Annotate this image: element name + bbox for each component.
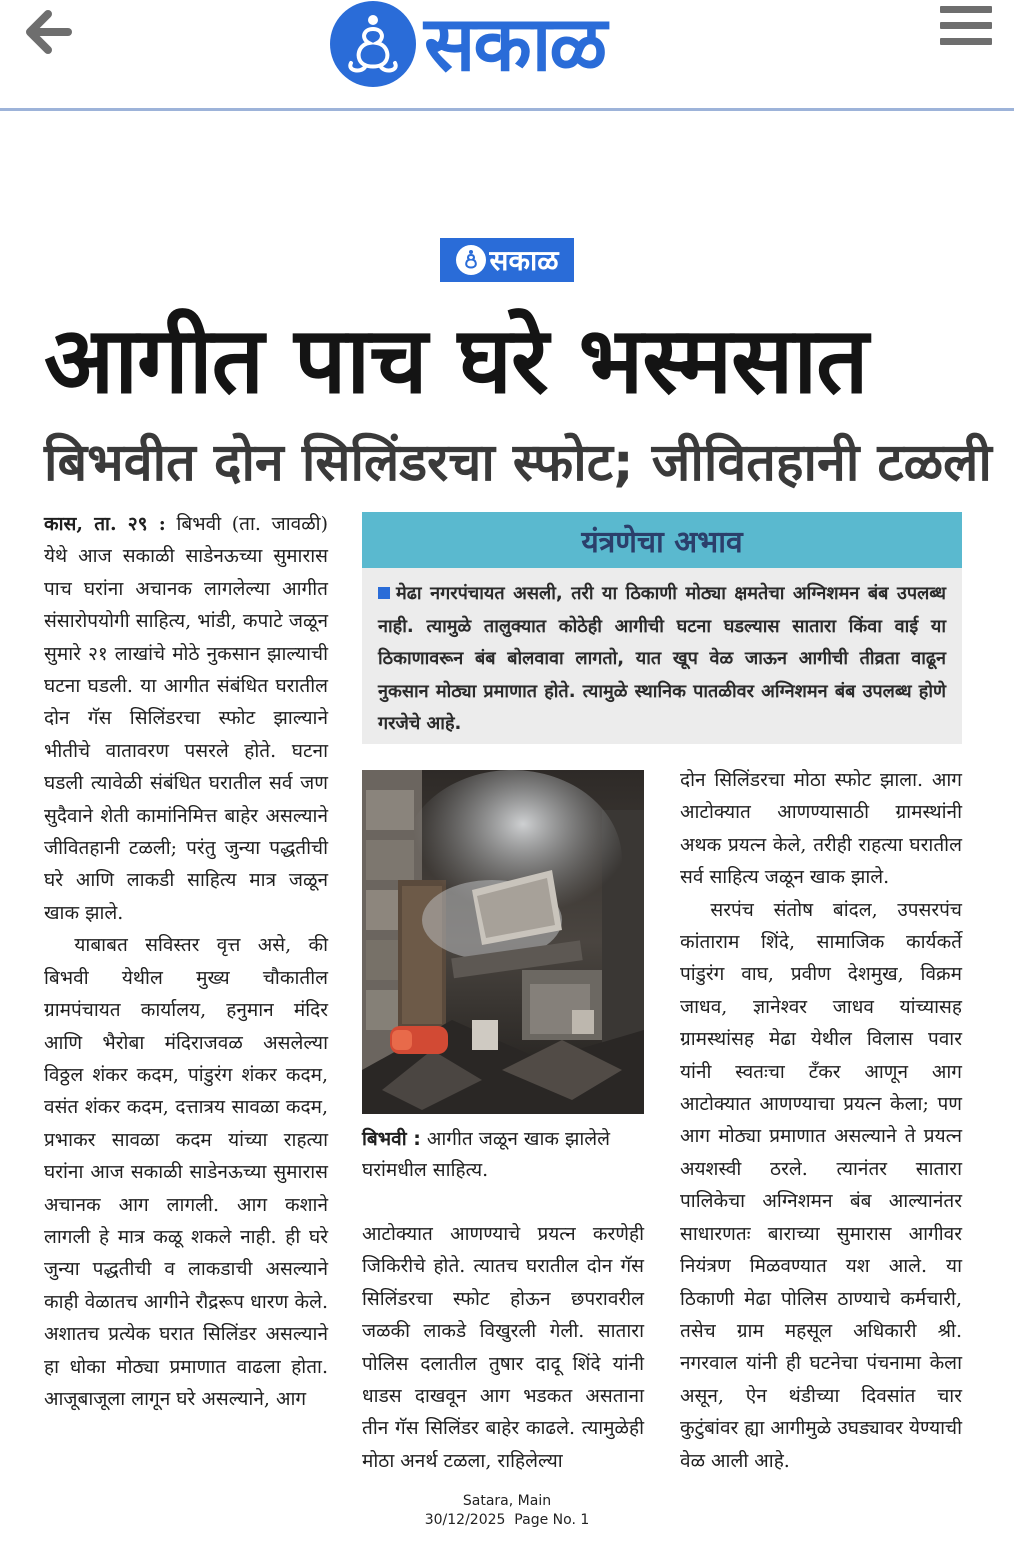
paragraph: सरपंच संतोष बांदल, उपसरपंच कांताराम शिंदे, सामाजिक कार्यकर्ते पांडुरंग वाघ, प्रवीण देशमुख, विक्रम जाधव, ज्ञानेश्वर जाधव यांच्यासह ग्रामस्थांसह मेढा येथील विलास पवार यांनी स्वतःचा टँकर आणून आग आटोक्यात आणण्याचा प्रयत्न केला; पण आग मोठ्या प्रमाणात असल्याने ते प्रयत्न अयशस्वी ठरले. त्यानंतर सातारा पालिकेचा अग्निशमन बंब आल्यानंतर साधारणतः बाराच्या सुमारास आगीवर नियंत्रण मिळवण्यात यश आले. या ठिकाणी मेढा पोलिस ठाण्याचे कर्मचारी, तसेच ग्राम महसूल अधिकारी श्री. नगरवाल यांनी ही घटनेचा पंचनामा केला असून, ऐन थंडीच्या दिवसांत चार कुटुंबांवर ह्या आगीमुळे उघड्यावर येण्याची वेळ आली आहे. — [680, 898, 962, 1472]
appbar-divider — [0, 108, 1014, 111]
info-box-text: मेढा नगरपंचायत असली, तरी या ठिकाणी मोठ्या क्षमतेचा अग्निशमन बंब उपलब्ध नाही. त्यामुळे तालुक्यात कोठेही आगीची घटना घडल्यास सातारा किंवा वाई या ठिकाणावरून बंब बोलवावा लागतो, यात खूप वेळ जाऊन आगीची तीव्रता वाढून नुकसान मोठ्या प्रमाणात होते. त्यामुळे स्थानिक पातळीवर अग्निशमन बंब उपलब्ध होणे गरजेचे आहे. — [378, 583, 946, 734]
back-button[interactable] — [22, 6, 74, 58]
caption-label: बिभवी : — [362, 1128, 421, 1150]
app-bar — [0, 0, 1014, 110]
article-column-3 — [680, 764, 962, 1477]
logo-text: सकाळ — [424, 0, 606, 88]
paragraph-text: बिभवी (ता. जावळी) येथे आज सकाळी साडेनऊच्या सुमारास पाच घरांना अचानक लागलेल्या आगीत संसारोपयोगी साहित्य, भांडी, कपाटे जळून सुमारे २१ लाखांचे मोठे नुकसान झाल्याची घटना घडली. या आगीत संबंधित घरातील दोन गॅस सिलिंडरचा स्फोट झाल्याने भीतीचे वातावरण पसरले होते. घटना घडली त्यावेळी संबंधित घरातील सर्व जण सुदैवाने शेती कामांनिमित्त बाहेर असल्याने जीवितहानी टळली; परंतु जुन्या पद्धतीची घरे आणि लाकडी साहित्य मात्र जळून खाक झाले. — [44, 513, 328, 924]
photo-caption — [362, 1124, 644, 1186]
article-column-2 — [362, 1218, 644, 1477]
badge-text: सकाळ — [489, 244, 559, 277]
clipping-footer — [380, 1492, 634, 1530]
info-box-body — [362, 568, 962, 741]
paragraph — [44, 508, 328, 929]
dateline: कास, ता. २९ : — [44, 513, 166, 535]
info-box — [362, 512, 962, 744]
sakal-badge — [440, 238, 574, 282]
hamburger-menu-icon — [940, 6, 992, 45]
fire-damage-photo[interactable] — [362, 770, 644, 1114]
sakal-logo[interactable] — [330, 0, 605, 88]
date-page-label: 30/12/2025 Page No. 1 — [424, 1512, 590, 1528]
logo-emblem-icon — [330, 1, 416, 87]
paragraph: आटोक्यात आणण्याचे प्रयत्न करणेही जिकिरीचे होते. त्यातच घरातील दोन गॅस सिलिंडरचा स्फोट होऊन छपरावरील जळकी लाकडे विखुरली गेली. सातारा पोलिस दलातील तुषार दादू शिंदे यांनी धाडस दाखवून आग भडकत असताना तीन गॅस सिलिंडर बाहेर काढले. त्यामुळेही मोठा अनर्थ टळला, राहिलेल्या — [362, 1223, 644, 1472]
headline: आगीत पाच घरे भस्मसात — [44, 307, 868, 414]
menu-button[interactable] — [940, 6, 992, 54]
caption-text: आगीत जळून खाक झालेले घरांमधील साहित्य. — [362, 1128, 611, 1181]
info-box-title: यंत्रणेचा अभाव — [362, 512, 962, 568]
paragraph: दोन सिलिंडरचा मोठा स्फोट झाला. आग आटोक्यात आणण्यासाठी ग्रामस्थांनी अथक प्रयत्न केले, तरीही राहत्या घरातील सर्व साहित्य जळून खाक झाले. — [680, 769, 962, 889]
square-bullet-icon — [378, 587, 390, 599]
badge-emblem-icon — [456, 245, 486, 275]
arrow-left-icon — [22, 6, 74, 58]
article-column-1 — [44, 508, 328, 1415]
edition-label: Satara, Main — [462, 1493, 552, 1509]
paragraph: याबाबत सविस्तर वृत्त असे, की बिभवी येथील मुख्य चौकातील ग्रामपंचायत कार्यालय, हनुमान मंदिर आणि भैरोबा मंदिराजवळ असलेल्या विठ्ठल शंकर कदम, पांडुरंग शंकर कदम, वसंत शंकर कदम, दत्तात्रय सावळा कदम, प्रभाकर सावळा कदम यांच्या राहत्या घरांना आज सकाळी साडेनऊच्या सुमारास अचानक आग लागली. आग कशाने लागली हे मात्र कळू शकले नाही. ही घरे जुन्या पद्धतीची व लाकडाची असल्याने काही वेळातच आगीने रौद्ररूप धारण केले. अशातच प्रत्येक घरात सिलिंडर असल्याने हा धोका मोठ्या प्रमाणात वाढला होता. आजूबाजूला लागून घरे असल्याने, आग — [44, 934, 328, 1410]
subheadline: बिभवीत दोन सिलिंडरचा स्फोट; जीवितहानी टळली — [44, 433, 992, 493]
